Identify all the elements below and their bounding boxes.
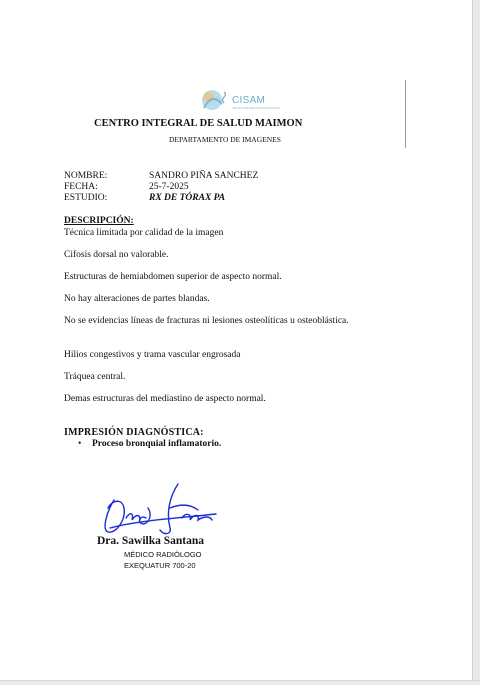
estudio-label: ESTUDIO: (64, 193, 108, 203)
logo-text: CISAM (232, 95, 266, 106)
handwritten-signature-icon (100, 478, 218, 538)
department-name: DEPARTAMENTO DE IMAGENES (169, 135, 281, 144)
nombre-label: NOMBRE: (64, 171, 108, 181)
description-line: No se evidencias líneas de fracturas ni lesiones osteolíticas u osteoblástica. (64, 316, 349, 326)
description-line: Técnica limitada por calidad de la imagen (64, 228, 224, 238)
nombre-row (64, 171, 258, 181)
description-line: No hay alteraciones de partes blandas. (64, 294, 210, 304)
estudio-value: RX DE TÓRAX PA (149, 193, 226, 203)
page-edge-right (472, 0, 480, 684)
logo-subtext: CENTRO INTEGRAL DE SALUD MAIMON (232, 107, 280, 110)
description-line: Estructuras de hemiabdomen superior de aspecto normal. (64, 272, 282, 282)
description-line: Tráquea central. (64, 372, 126, 382)
fecha-label: FECHA: (64, 182, 98, 192)
description-heading: DESCRIPCIÓN: (64, 216, 134, 226)
description-line: Cifosis dorsal no valorable. (64, 250, 169, 260)
signature-name: Dra. Sawilka Santana (97, 535, 205, 547)
description-line: Demas estructuras del mediastino de aspecto normal. (64, 394, 266, 404)
signature-exequatur: EXEQUATUR 700-20 (124, 561, 196, 570)
page-edge-bottom (0, 680, 480, 685)
fecha-row (64, 182, 189, 192)
fecha-value: 25-7-2025 (149, 182, 189, 192)
impression-heading: IMPRESIÓN DIAGNÓSTICA: (64, 427, 204, 438)
signature-role: MÉDICO RADIÓLOGO (124, 550, 202, 559)
margin-rule (405, 80, 406, 148)
org-name: CENTRO INTEGRAL DE SALUD MAIMON (94, 118, 303, 129)
impression-list (78, 439, 221, 449)
impression-item: • Proceso bronquial inflamatorio. (78, 439, 221, 449)
estudio-row (64, 193, 225, 203)
nombre-value: SANDRO PIÑA SANCHEZ (149, 171, 259, 181)
description-line: Hilios congestivos y trama vascular engrosada (64, 350, 241, 360)
